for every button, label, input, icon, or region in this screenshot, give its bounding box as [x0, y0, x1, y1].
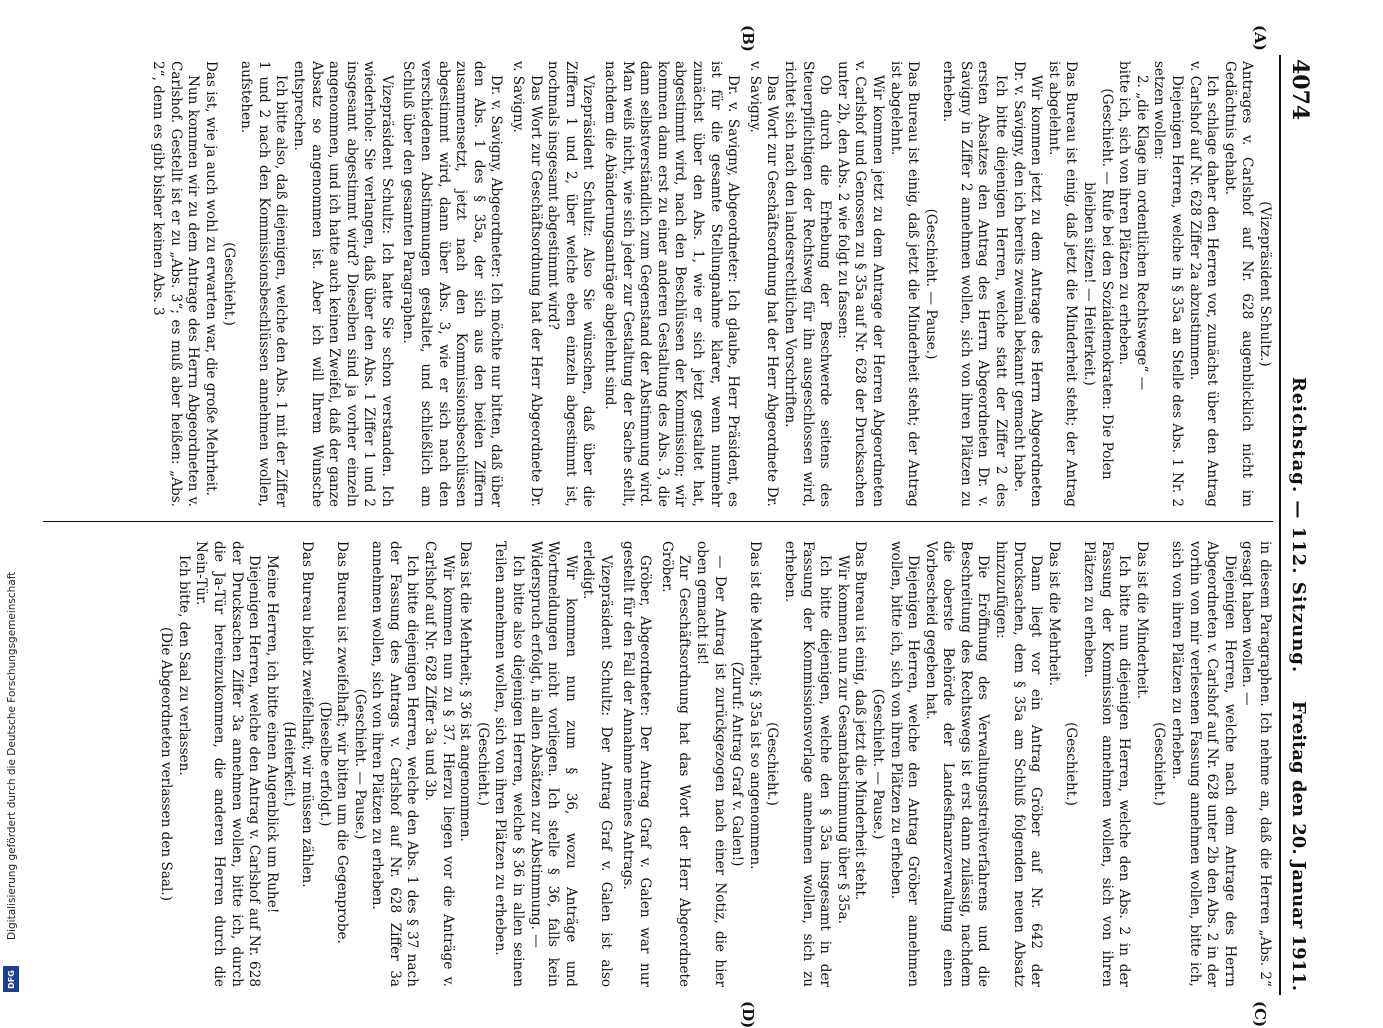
paragraph: Ich schlage daher den Herren vor, zunächst über den Antrag v. Carlshof auf Nr. 628 Ziffer 2a abzustimmen.	[1186, 61, 1221, 507]
paragraph: Vizepräsident Schultz: Der Antrag Graf v. Galen ist also erledigt.	[580, 541, 615, 987]
dfg-credit-sidebar	[0, 0, 24, 1000]
paragraph: Diejenigen Herren, welche nach dem Antrage des Herrn Abgeordneten v. Carlshof auf Nr. 628 unter 2b den Abs. 2 in der vorhin von mir verlesenen Fassung annehmen wollen, bitte ich, sich von ihren Plätzen zu erheben.	[1169, 541, 1238, 987]
scanned-page	[30, 25, 1315, 1028]
paragraph: Ich bitte nun diejenigen Herren, welche den Abs. 2 in der Fassung der Kommission annehmen wollen, sich von ihren Plätzen zu erheben.	[1081, 541, 1133, 987]
paragraph: Antrages v. Carlshof auf Nr. 628 augenblicklich nicht im Gedächtnis gehabt.	[1221, 61, 1256, 507]
paragraph: Das Bureau ist einig, daß jetzt die Minderheit steht; der Antrag ist abgelehnt.	[887, 61, 922, 507]
paragraph: Das Bureau ist einig, daß jetzt die Minderheit steht; der Antrag ist abgelehnt.	[1045, 61, 1080, 507]
paragraph: Das Wort zur Geschäftsordnung hat der Herr Abgeordnete Dr. v. Savigny.	[510, 61, 544, 507]
stage-direction: (Die Abgeordneten verlassen den Saal.)	[158, 626, 175, 901]
stage-direction: (Heiterkeit.)	[281, 721, 298, 807]
stage-direction: (Geschieht.)	[1151, 722, 1168, 806]
paragraph: Meine Herren, ich bitte einen Augenblick um Ruhe!	[263, 555, 280, 914]
paragraph: Das Bureau ist zweifelhaft; wir bitten um die Gegenprobe.	[334, 541, 351, 944]
margin-marker-a: (A)	[1251, 25, 1269, 51]
paragraph: Vizepräsident Schultz: Also Sie wünschen, daß über die Ziffern 1 und 2, über welche eben einzeln abgestimmt ist, nochmals insgesamt abgestimmt wird?	[545, 61, 597, 507]
paragraph: Das ist die Minderheit.	[1133, 541, 1150, 700]
left-text-column	[37, 61, 1273, 507]
paragraph: Wir kommen nun zum § 36, wozu Anträge und Wortmeldungen nicht vorliegen. Ich stelle § 36, falls kein Widerspruch erfolgt, in allen Absätzen zur Abstimmung. —	[527, 541, 579, 987]
dfg-logo	[3, 966, 19, 992]
paragraph: Ich bitte also, daß diejenigen, welche den Abs. 1 mit der Ziffer 1 und 2 nach den Kommissionsbeschlüssen annehmen wollen, aufstehen.	[238, 61, 290, 507]
paragraph: Vizepräsident Schultz: Ich hatte Sie schon verstanden. Ich wiederhole: Sie verlangen, daß über den Abs. 1 Ziffer 1 und 2 insgesamt abgestimmt wird? Dieselben sind ja vorher einzeln angenommen, und ich hatte auch keinen Zweifel, daß der ganze Absatz so angenommen ist. Aber ich will Ihrem Wunsche entsprechen.	[290, 61, 395, 507]
paragraph: Die Eröffnung des Verwaltungsstreitverfahrens und die Beschreitung des Rechtswegs ist erst dann zulässig, nachdem die oberste Behörde der Landesfinanzverwaltung einen Vorbescheid gegeben hat.	[922, 541, 992, 987]
column-divider	[43, 521, 1273, 522]
stage-direction: (Zuruf: Antrag Graf v. Galen!)	[729, 661, 746, 867]
paragraph: bitte ich, sich von ihren Plätzen zu erheben.	[1116, 61, 1133, 366]
paragraph: — Der Antrag ist zurückgezogen nach einer Notiz, die hier oben gemacht ist!	[694, 541, 728, 987]
paragraph: Ich bitte, den Saal zu verlassen.	[175, 555, 192, 776]
paragraph: Wir kommen jetzt zu dem Antrage der Herren Abgeordneten v. Carlshof und Genossen zu § 35a auf Nr. 628 der Drucksachen unter 2b, den Abs. 2 wie folgt zu fassen:	[834, 61, 886, 507]
margin-marker-d: (D)	[739, 1001, 757, 1028]
paragraph: Dann liegt vor ein Antrag Gröber auf Nr. 642 der Drucksachen, dem § 35a am Schluß folgenden neuen Absatz hinzuzufügen:	[993, 541, 1045, 987]
stage-direction: (Geschieht.)	[764, 722, 781, 806]
session-date: Freitag den 20. Januar 1911.	[1288, 700, 1309, 991]
dfg-logo-text: DFG	[6, 969, 16, 989]
page-number: 4074	[1287, 59, 1313, 121]
paragraph: Das Bureau bleibt zweifelhaft; wir müssen zählen.	[298, 541, 315, 888]
stage-direction: (Geschieht.)	[1063, 722, 1080, 806]
paragraph: Wir kommen jetzt zu dem Antrage des Herrn Abgeordneten Dr. v. Savigny, den ich bereits zweimal bekannt gemacht habe.	[1010, 61, 1045, 507]
margin-marker-c: (C)	[1251, 1001, 1269, 1028]
stage-direction: (Geschieht.)	[474, 722, 491, 806]
paragraph: Gröber, Abgeordneter: Der Antrag Graf v. Galen war nur gestellt für den Fall der Annahme meines Antrags.	[619, 541, 654, 987]
paragraph: Das ist die Mehrheit; § 35a ist so angenommen.	[746, 541, 763, 870]
paragraph: Zur Geschäftsordnung hat das Wort der Herr Abgeordnete Gröber.	[658, 541, 693, 987]
stage-direction: (Geschieht. — Rufe bei den Sozialdemokraten: Die Polen bleiben sitzen! — Heiterkeit.)	[1081, 88, 1115, 480]
paragraph: Nun kommen wir zu dem Antrage des Herrn Abgeordneten v. Carlshof. Gestellt ist er zu „Abs. 3“; es muß aber heißen: „Abs. 2“, denn es gibt bisher keinen Abs. 3	[150, 61, 202, 507]
paragraph: 2. „die Klage im ordentlichen Rechtswege“ —	[1133, 75, 1150, 391]
paragraph: Das Wort zur Geschäftsordnung hat der Herr Abgeordnete Dr. v. Savigny.	[746, 61, 781, 507]
stage-direction: (Dieselbe erfolgt.)	[316, 701, 333, 827]
paragraph-gap	[653, 541, 657, 987]
paragraph: Wir kommen nun zu § 37. Hierzu liegen vor die Anträge v. Carlshof auf Nr. 628 Ziffer 3a und 3b.	[422, 541, 456, 987]
paragraph: in diesem Paragraphen. Ich nehme an, daß die Herren „Abs. 2“ gesagt haben wollen. —	[1239, 541, 1273, 987]
paragraph: Ob durch die Erhebung der Beschwerde seitens des Steuerpflichtigen der Rechtsweg für ihn ausgeschlossen wird, richtet sich nach den landesrechtlichen Vorschriften.	[781, 61, 834, 507]
stage-direction: (Geschieht. — Pause.)	[869, 688, 886, 840]
paragraph: Diejenigen Herren, welche den Antrag v. Carlshof auf Nr. 628 der Drucksachen Ziffer 3a annehmen wollen, bitte ich, durch die Ja-Tür hereinzukommen, die anderen Herren durch die Nein-Tür.	[193, 541, 263, 987]
paragraph: Ich bitte diejenigen, welche den § 35a insgesamt in der Fassung der Kommissionsvorlage annehmen wollen, sich zu erheben.	[781, 541, 834, 987]
paragraph: Das ist die Mehrheit; § 36 ist angenommen.	[457, 541, 474, 842]
stage-direction: (Geschieht. — Pause.)	[922, 208, 939, 360]
margin-marker-b: (B)	[739, 25, 757, 52]
paragraph: Ich bitte diejenigen Herren, welche den Abs. 1 des § 37 nach der Fassung des Antrags v. Carlshof auf Nr. 628 Ziffer 3a annehmen wollen, sich von ihren Plätzen zu erheben.	[369, 541, 421, 987]
stage-direction: (Vizepräsident Schultz.)	[1257, 201, 1273, 367]
paragraph: Das ist, wie ja auch wohl zu erwarten war, die große Mehrheit.	[202, 61, 219, 496]
paragraph: Diejenigen Herren, welche den Antrag Gröber annehmen wollen, bitte ich, sich von ihren Plätzen zu erheben.	[887, 541, 922, 987]
paragraph: Dr. v. Savigny, Abgeordneter: Ich glaube, Herr Präsident, es ist für die gesamte Stellungnahme klarer, wenn nunmehr zunächst über den Abs. 1, wie er sich jetzt gestaltet hat, abgestimmt wird, nach den Beschlüssen der Kommission; wir kommen dann erst zu einer anderen Gestaltung des Abs. 3, die dann selbstverständlich zum Gegenstand der Abstimmung wird. Man weiß nicht, wie sich jeder zur Gestaltung der Sache stellt, nachdem die Abänderungsanträge abgelehnt sind.	[602, 61, 742, 507]
dfg-credit-text: Digitalisierung gefördert durch die Deutsche Forschungsgemeinschaft	[6, 571, 18, 940]
paragraph: Das Bureau ist einig, daß jetzt die Minderheit steht.	[852, 541, 869, 901]
stage-direction: (Geschieht.)	[220, 242, 237, 326]
paragraph: Ich bitte diejenigen Herren, welche statt der Ziffer 2 des ersten Absatzes den Antrag des Herrn Abgeordneten Dr. v. Savigny in Ziffer 2 annehmen wollen, sich von ihren Plätzen zu erheben.	[940, 61, 1010, 507]
page-header	[1279, 55, 1315, 995]
paragraph: Ich bitte also diejenigen Herren, welche § 36 in allen seinen Teilen annehmen wollen, sich von ihren Plätzen zu erheben.	[492, 541, 527, 987]
right-text-column	[37, 541, 1273, 987]
paragraph: Diejenigen Herren, welche in § 35a an Stelle des Abs. 1 Nr. 2 setzen wollen:	[1151, 61, 1186, 507]
page-title: Reichstag. — 112. Sitzung.	[1288, 376, 1309, 674]
paragraph: Dr. v. Savigny, Abgeordneter: Ich möchte nur bitten, daß über den Abs. 1 des § 35a, der sich aus den beiden Ziffern zusammensetzt, jetzt nach den Kommissionsbeschlüssen abgestimmt wird, dann über Abs. 3, wie er sich nach den verschiedenen Abstimmungen gestaltet, und schließlich am Schluß über den gesamten Paragraphen.	[400, 61, 505, 507]
paragraph: Wir kommen nun zur Gesamtabstimmung über § 35a.	[834, 555, 851, 924]
stage-direction: (Geschieht. — Pause.)	[351, 688, 368, 840]
paragraph: Das ist die Mehrheit.	[1045, 541, 1062, 686]
